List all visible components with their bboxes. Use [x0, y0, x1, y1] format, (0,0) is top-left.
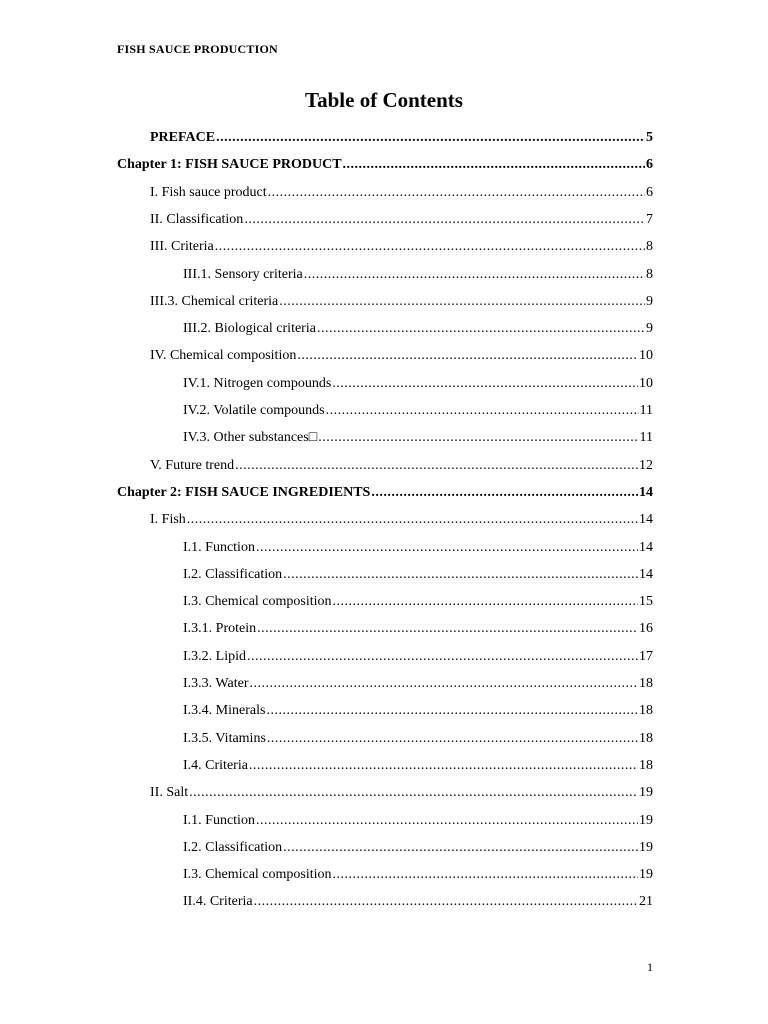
toc-entry-page: 18 — [639, 730, 653, 746]
toc-entry[interactable] — [183, 893, 653, 911]
toc-entry-page: 16 — [639, 621, 653, 637]
dot-leader — [333, 593, 638, 611]
dot-leader — [317, 320, 645, 338]
dot-leader — [371, 484, 638, 502]
toc-entry-title: II. Classification — [150, 211, 244, 227]
toc-entry-title: Chapter 1: FISH SAUCE PRODUCT — [117, 157, 342, 173]
dot-leader — [244, 211, 645, 229]
toc-entry[interactable] — [150, 347, 653, 365]
toc-entry-title: I. Fish — [150, 512, 186, 528]
toc-entry-title: IV.1. Nitrogen compounds — [183, 375, 332, 391]
dot-leader — [283, 566, 638, 584]
toc-entry[interactable] — [150, 293, 653, 311]
toc-entry-title: I.3.1. Protein — [183, 621, 257, 637]
toc-entry-title: IV.3. Other substances□ — [183, 430, 318, 446]
toc-entry-page: 7 — [646, 211, 653, 227]
toc-entry-page: 8 — [646, 239, 653, 255]
toc-entry[interactable] — [183, 702, 653, 720]
toc-entry-page: 14 — [639, 566, 653, 582]
toc-entry-page: 21 — [639, 894, 653, 910]
toc-entry[interactable] — [183, 620, 653, 638]
dot-leader — [304, 266, 645, 284]
toc-entry-title: I.3. Chemical composition — [183, 594, 332, 610]
dot-leader — [189, 784, 638, 802]
dot-leader — [187, 511, 638, 529]
toc-entry-page: 19 — [639, 867, 653, 883]
dot-leader — [333, 866, 638, 884]
dot-leader — [283, 839, 638, 857]
toc-entry-page: 10 — [639, 375, 653, 391]
dot-leader — [257, 620, 638, 638]
dot-leader — [318, 429, 638, 447]
dot-leader — [247, 648, 638, 666]
toc-entry-page: 12 — [639, 457, 653, 473]
toc-entry-title: I.1. Function — [183, 812, 255, 828]
dot-leader — [267, 730, 638, 748]
dot-leader — [297, 347, 638, 365]
toc-entry-title: I.3.5. Vitamins — [183, 730, 266, 746]
toc-entry[interactable] — [183, 429, 653, 447]
toc-entry[interactable] — [150, 129, 653, 147]
toc-entry[interactable] — [117, 484, 653, 502]
toc-entry[interactable] — [183, 593, 653, 611]
toc-entry-page: 18 — [639, 757, 653, 773]
dot-leader — [266, 702, 638, 720]
dot-leader — [249, 675, 638, 693]
toc-entry[interactable] — [150, 784, 653, 802]
dot-leader — [268, 184, 645, 202]
toc-entry[interactable] — [150, 457, 653, 475]
toc-entry-page: 6 — [646, 184, 653, 200]
toc-entry[interactable] — [183, 757, 653, 775]
dot-leader — [332, 375, 638, 393]
toc-entry[interactable] — [150, 184, 653, 202]
dot-leader — [343, 156, 645, 174]
toc-entry-title: III.2. Biological criteria — [183, 321, 316, 337]
toc-entry[interactable] — [183, 402, 653, 420]
dot-leader — [215, 238, 645, 256]
toc-entry[interactable] — [150, 238, 653, 256]
toc-entry-title: IV.2. Volatile compounds — [183, 403, 325, 418]
toc-entry[interactable] — [183, 730, 653, 748]
dot-leader — [249, 757, 638, 775]
toc-entry-page: 11 — [639, 403, 653, 418]
toc-entry-page: 11 — [639, 430, 653, 446]
dot-leader — [256, 812, 638, 830]
toc-entry-page: 14 — [639, 512, 653, 528]
toc-entry[interactable] — [183, 648, 653, 666]
toc-entry[interactable] — [150, 211, 653, 229]
toc-entry-title: II.4. Criteria — [183, 894, 253, 910]
toc-entry[interactable] — [183, 675, 653, 693]
toc-entry-page: 14 — [639, 539, 653, 555]
toc-entry-page: 15 — [639, 594, 653, 610]
toc-entry-title: II. Salt — [150, 785, 189, 801]
toc-entry[interactable] — [150, 511, 653, 529]
toc-entry-page: 14 — [639, 484, 653, 500]
dot-leader — [235, 457, 638, 475]
dot-leader — [254, 893, 638, 911]
toc-entry-title: Chapter 2: FISH SAUCE INGREDIENTS — [117, 484, 371, 500]
toc-entry-page: 9 — [646, 321, 653, 337]
toc-entry-title: I.4. Criteria — [183, 757, 248, 773]
toc-entry[interactable] — [183, 266, 653, 284]
toc-entry-title: I.2. Classification — [183, 566, 283, 582]
toc-entry-page: 8 — [646, 266, 653, 282]
toc-entry[interactable] — [183, 566, 653, 584]
page-number: 1 — [647, 960, 653, 974]
toc-entry[interactable] — [183, 375, 653, 393]
page-title: Table of Contents — [305, 88, 463, 112]
toc-entry-title: I.2. Classification — [183, 839, 283, 855]
dot-leader — [256, 539, 638, 557]
toc-entry-title: I.3.4. Minerals — [183, 703, 266, 719]
toc-entry-title: III.1. Sensory criteria — [183, 266, 303, 282]
toc-entry[interactable] — [183, 866, 653, 884]
toc-entry-title: PREFACE — [150, 130, 216, 145]
toc-entry[interactable] — [183, 812, 653, 830]
toc-entry-page: 10 — [639, 348, 653, 364]
toc-entry-title: I.3.2. Lipid — [183, 648, 246, 664]
toc-entry-title: IV. Chemical composition — [150, 348, 297, 364]
toc-entry-page: 19 — [639, 839, 653, 855]
toc-entry[interactable] — [117, 156, 653, 174]
toc-entry-page: 17 — [639, 648, 653, 664]
toc-entry[interactable] — [183, 539, 653, 557]
dot-leader — [216, 129, 645, 147]
toc-entry-page: 18 — [639, 676, 653, 691]
toc-entry-page: 5 — [646, 130, 653, 145]
toc-entry-page: 19 — [639, 812, 653, 828]
dot-leader — [279, 293, 645, 311]
dot-leader — [326, 402, 639, 420]
toc-entry-title: I. Fish sauce product — [150, 184, 267, 200]
toc-entry-page: 6 — [646, 157, 653, 173]
toc-entry-title: V. Future trend — [150, 457, 235, 473]
running-header: FISH SAUCE PRODUCTION — [117, 42, 278, 56]
toc-entry-title: III.3. Chemical criteria — [150, 293, 279, 309]
toc-entry-title: I.1. Function — [183, 539, 255, 555]
toc-entry[interactable] — [183, 320, 653, 338]
toc-entry-page: 18 — [639, 703, 653, 719]
toc-entry-title: III. Criteria — [150, 239, 214, 255]
toc-entry-page: 9 — [646, 293, 653, 309]
toc-entry-title: I.3. Chemical composition — [183, 867, 332, 883]
toc-entry-title: I.3.3. Water — [183, 676, 249, 691]
toc-entry-page: 19 — [639, 785, 653, 801]
toc-entry[interactable] — [183, 839, 653, 857]
